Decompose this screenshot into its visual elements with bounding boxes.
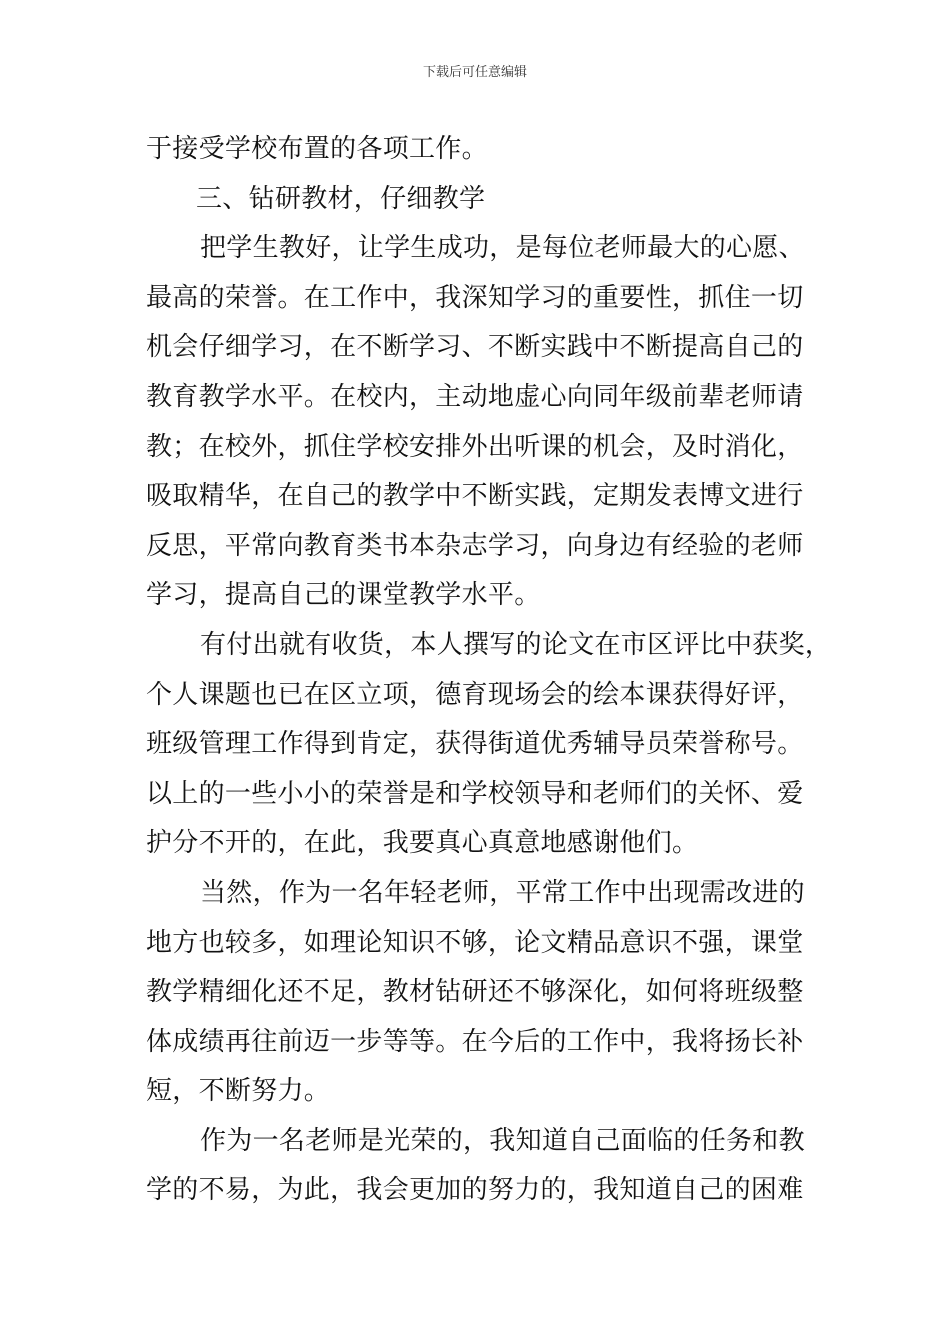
- text-line: 以上的一些小小的荣誉是和学校领导和老师们的关怀、爱: [146, 778, 804, 809]
- text-line: 于接受学校布置的各项工作。: [146, 134, 488, 164]
- section-heading: 三、钻研教材，仔细教学: [196, 183, 486, 214]
- text-line: 教；在校外，抓住学校安排外出听课的机会，及时消化，: [146, 431, 804, 462]
- text-line: 短，不断努力。: [146, 1076, 331, 1107]
- text-line: 学习，提高自己的课堂教学水平。: [146, 580, 541, 611]
- text-line: 学的不易，为此，我会更加的努力的，我知道自己的困难: [146, 1175, 804, 1206]
- text-line: 教学精细化还不足，教材钻研还不够深化，如何将班级整: [146, 977, 804, 1008]
- document-body: [146, 125, 836, 1216]
- text-line: 体成绩再往前迈一步等等。在今后的工作中，我将扬长补: [146, 1026, 804, 1057]
- text-line: 最高的荣誉。在工作中，我深知学习的重要性，抓住一切: [146, 282, 804, 313]
- text-line: 把学生教好，让学生成功，是每位老师最大的心愿、: [200, 233, 805, 264]
- text-line: 有付出就有收货，本人撰写的论文在市区评比中获奖，: [200, 629, 832, 660]
- text-line: 机会仔细学习，在不断学习、不断实践中不断提高自己的: [146, 332, 804, 363]
- text-line: 班级管理工作得到肯定，获得街道优秀辅导员荣誉称号。: [146, 729, 804, 760]
- text-line: 护分不开的，在此，我要真心真意地感谢他们。: [146, 828, 699, 859]
- text-line: 吸取精华，在自己的教学中不断实践，定期发表博文进行: [146, 481, 804, 512]
- text-line: 作为一名老师是光荣的，我知道自己面临的任务和教: [200, 1125, 805, 1156]
- text-line: 教育教学水平。在校内，主动地虚心向同年级前辈老师请: [146, 381, 804, 412]
- page-header: 下载后可任意编辑: [422, 65, 527, 80]
- text-line: 个人课题也已在区立项，德育现场会的绘本课获得好评，: [146, 679, 804, 710]
- text-line: 当然，作为一名年轻老师，平常工作中出现需改进的: [200, 877, 805, 908]
- text-line: 地方也较多，如理论知识不够，论文精品意识不强，课堂: [146, 927, 804, 958]
- text-line: 反思，平常向教育类书本杂志学习，向身边有经验的老师: [146, 530, 804, 561]
